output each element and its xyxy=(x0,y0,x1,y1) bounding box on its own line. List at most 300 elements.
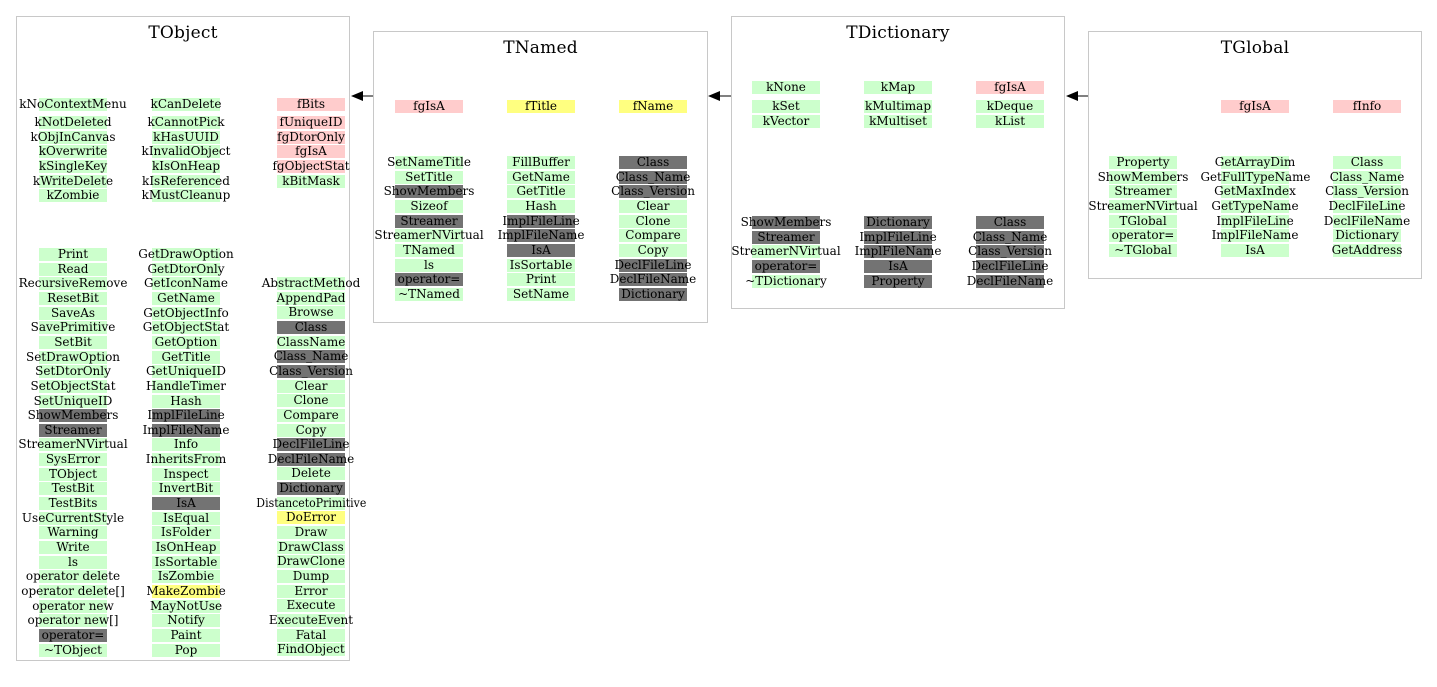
member-label: Property xyxy=(871,273,925,288)
member-label: kIsOnHeap xyxy=(151,158,221,173)
arrow-tdictionary-to-tnamed xyxy=(708,91,731,101)
member-label: MakeZombie xyxy=(146,583,226,598)
member-label: IsSortable xyxy=(154,554,218,569)
member-kbitmask xyxy=(277,175,345,188)
member-label: Class xyxy=(993,215,1027,229)
member-label: Print xyxy=(525,272,557,287)
member-label: fgIsA xyxy=(413,99,445,113)
member-label: ImplFileName xyxy=(854,244,942,259)
member-setname xyxy=(507,288,575,301)
member-fgisa xyxy=(395,100,463,113)
member-label: ~TGlobal xyxy=(1114,242,1172,257)
member-label: kIsReferenced xyxy=(142,173,230,188)
member-hash xyxy=(507,200,575,213)
member-label: Class_Name xyxy=(273,349,349,364)
member-label: GetFullTypeName xyxy=(1200,169,1310,184)
member-tnamed xyxy=(395,244,463,257)
member-class-name xyxy=(615,169,691,184)
member-label: SavePrimitive xyxy=(30,320,116,335)
member-showmembers xyxy=(740,215,832,229)
member-issortable xyxy=(152,556,220,569)
member-read xyxy=(39,263,107,276)
member-inheritsfrom xyxy=(145,452,227,467)
member-compare xyxy=(619,229,687,242)
member-label: kZombie xyxy=(46,188,100,203)
member-declfileline xyxy=(272,437,350,452)
member-invertbit xyxy=(152,482,220,495)
member-label: SetDtorOnly xyxy=(35,364,111,379)
member-implfilename xyxy=(1211,228,1299,243)
member-declfileline xyxy=(614,257,692,272)
member-draw xyxy=(277,526,345,539)
member-class-version xyxy=(968,244,1052,259)
member-iszombie xyxy=(152,570,220,583)
member-kcannotpick xyxy=(147,115,225,129)
member-label: Class xyxy=(1350,155,1384,169)
member-label: Hash xyxy=(170,393,202,408)
member-getarraydim xyxy=(1214,155,1296,169)
class-title: TObject xyxy=(148,23,218,43)
member-declfileline xyxy=(1328,198,1406,213)
member-info xyxy=(152,438,220,451)
member-label: operator new[] xyxy=(27,613,119,628)
member-label: Sizeof xyxy=(410,198,448,213)
member-clear xyxy=(619,200,687,213)
member-executeevent xyxy=(268,612,354,627)
member-label: SaveAs xyxy=(50,305,96,320)
member-property xyxy=(864,275,932,288)
member-label: Execute xyxy=(286,598,336,613)
member-label: operator= xyxy=(1111,228,1175,243)
member-label: Property xyxy=(1116,155,1170,169)
member-showmembers xyxy=(383,184,475,199)
member-label: GetObjectStat xyxy=(142,320,230,335)
member-delete xyxy=(277,467,345,480)
member-saveas xyxy=(39,307,107,320)
arrow-tnamed-to-tobject xyxy=(351,91,373,101)
member-fgisa xyxy=(1221,100,1289,113)
member-kisonheap xyxy=(152,160,220,173)
member-label: operator= xyxy=(754,258,818,273)
member-label: ExecuteEvent xyxy=(268,612,354,627)
member-declfileline xyxy=(971,258,1049,273)
member-label: kMap xyxy=(880,80,916,94)
member-label: Browse xyxy=(288,305,334,320)
member-label: FillBuffer xyxy=(512,155,570,169)
member-gettitle xyxy=(152,351,220,364)
member-label: kNoContextMenu xyxy=(19,97,127,111)
member-label: Class xyxy=(294,319,328,334)
member-label: DeclFileName xyxy=(609,272,697,287)
member-khasuuid xyxy=(152,131,220,144)
member-label: Streamer xyxy=(1114,184,1172,199)
member-label: Pop xyxy=(174,642,198,657)
member-kzombie xyxy=(39,189,107,202)
member-operator-delete xyxy=(21,583,125,598)
member-label: kNone xyxy=(766,80,806,94)
class-title: TDictionary xyxy=(846,23,950,43)
member-funiqueid xyxy=(277,116,345,129)
member-label: Class_Version xyxy=(611,184,695,199)
member-label: DeclFileLine xyxy=(971,258,1049,273)
member-label: fgObjectStat xyxy=(272,158,350,173)
member-appendpad xyxy=(277,292,345,305)
member-showmembers xyxy=(27,408,119,423)
member-label: IsA xyxy=(531,242,551,257)
member-abstractmethod xyxy=(261,276,361,290)
member-label: Clone xyxy=(293,393,329,408)
member-ls xyxy=(395,259,463,272)
member-label: Copy xyxy=(295,422,327,437)
member-copy xyxy=(619,244,687,257)
member-property xyxy=(1109,156,1177,169)
member-warning xyxy=(39,526,107,539)
member-kmultiset xyxy=(864,115,932,128)
member-dictionary xyxy=(277,482,345,495)
member-label: DeclFileName xyxy=(966,273,1054,288)
member-isa xyxy=(152,497,220,510)
member-recursiveremove xyxy=(18,276,128,291)
member-tglobal xyxy=(1109,244,1177,257)
member-label: Warning xyxy=(47,525,99,540)
member-label: Class_Name xyxy=(972,229,1048,244)
member-label: DrawClone xyxy=(277,554,345,569)
member-label: fgIsA xyxy=(295,144,327,159)
member-label: GetObjectInfo xyxy=(143,305,229,320)
member-label: GetDrawOption xyxy=(138,247,234,261)
member-dictionary xyxy=(619,288,687,301)
member-label: GetAddress xyxy=(1331,242,1403,257)
member-label: ShowMembers xyxy=(383,184,475,199)
member-operator-new xyxy=(32,598,114,613)
member-label: Clone xyxy=(635,213,671,228)
member-label: Write xyxy=(56,540,90,554)
member-label: fgDtorOnly xyxy=(277,129,345,144)
member-label: AppendPad xyxy=(276,290,346,305)
member-issortable xyxy=(507,259,575,272)
member-class xyxy=(619,156,687,169)
member-label: Streamer xyxy=(757,229,815,244)
member-label: IsA xyxy=(888,258,908,273)
member-label: Compare xyxy=(283,407,339,422)
member-label: GetOption xyxy=(154,334,218,349)
member-dump xyxy=(277,570,345,583)
member-implfileline xyxy=(147,408,225,423)
member-implfileline xyxy=(1216,213,1294,228)
member-ftitle xyxy=(507,100,575,113)
member-koverwrite xyxy=(39,145,107,158)
member-label: kMultiset xyxy=(869,113,927,128)
member-class-version xyxy=(1325,184,1409,199)
member-ls xyxy=(39,556,107,569)
member-kcandelete xyxy=(152,98,220,111)
member-kinvalidobject xyxy=(141,144,231,159)
member-label: GetDtorOnly xyxy=(147,261,225,276)
member-setdrawoption xyxy=(25,349,121,364)
member-label: IsZombie xyxy=(157,569,215,584)
class-title: TGlobal xyxy=(1220,38,1290,58)
member-tdictionary xyxy=(745,273,827,288)
member-label: IsA xyxy=(1245,242,1265,257)
member-label: MayNotUse xyxy=(149,598,223,613)
member-label: Info xyxy=(173,437,199,452)
member-sizeof xyxy=(395,200,463,213)
member-label: IsFolder xyxy=(160,525,212,540)
member-label: SetNameTitle xyxy=(387,155,471,169)
member-kset xyxy=(752,100,820,113)
member-kmustcleanup xyxy=(141,188,231,203)
member-label: kBitMask xyxy=(282,173,340,188)
member-label: IsSortable xyxy=(509,257,573,272)
member-gettypename xyxy=(1211,198,1299,213)
member-class-version xyxy=(611,184,695,199)
member-label: FindObject xyxy=(277,642,345,657)
member-label: ~TNamed xyxy=(398,286,460,301)
member-hash xyxy=(152,395,220,408)
member-streamernvirtual xyxy=(731,244,841,259)
member-usecurrentstyle xyxy=(21,510,125,525)
member-paint xyxy=(152,629,220,642)
member-label: fInfo xyxy=(1352,99,1382,113)
member-setnametitle xyxy=(387,155,471,169)
member-label: SetObjectStat xyxy=(30,378,116,393)
member-isa xyxy=(864,260,932,273)
member-label: GetName xyxy=(512,169,570,184)
member-label: kNotDeleted xyxy=(34,115,112,129)
member-label: Hash xyxy=(525,198,557,213)
member-klist xyxy=(976,115,1044,128)
member-label: DistancetoPrimitive xyxy=(256,495,367,510)
member-declfilename xyxy=(1323,213,1411,228)
member-label: SetUniqueID xyxy=(33,393,113,408)
member-label: Fatal xyxy=(295,627,327,642)
member-label: Print xyxy=(57,247,89,261)
member-label: fgIsA xyxy=(994,80,1026,94)
member-label: GetTypeName xyxy=(1211,198,1299,213)
member-handletimer xyxy=(145,378,227,393)
member-label: ResetBit xyxy=(47,290,99,305)
class-box-tobject xyxy=(16,16,367,661)
member-kobjincanvas xyxy=(30,129,116,144)
member-label: GetArrayDim xyxy=(1214,155,1296,169)
member-operator-delete xyxy=(25,569,121,584)
member-label: Dictionary xyxy=(1335,228,1399,243)
member-label: Clear xyxy=(636,198,670,213)
member-label: operator new xyxy=(32,598,114,613)
member-label: DrawClass xyxy=(278,539,344,554)
member-streamernvirtual xyxy=(1088,198,1198,213)
member-label: AbstractMethod xyxy=(261,276,361,290)
member-label: Inspect xyxy=(163,466,209,481)
member-label: ~TDictionary xyxy=(745,273,827,288)
member-tobject xyxy=(39,468,107,481)
member-label: Error xyxy=(294,583,328,598)
member-label: ShowMembers xyxy=(740,215,832,229)
member-getname xyxy=(507,171,575,184)
member-kvector xyxy=(752,115,820,128)
member-declfilename xyxy=(609,272,697,287)
member-tobject xyxy=(39,644,107,657)
member-distancetoprimitive xyxy=(256,495,367,510)
member-streamer xyxy=(752,231,820,244)
member-label: DeclFileLine xyxy=(614,257,692,272)
member-label: StreamerNVirtual xyxy=(374,228,484,243)
member-label: Class_Version xyxy=(269,363,353,378)
member-finfo xyxy=(1333,100,1401,113)
member-label: GetName xyxy=(157,290,215,305)
member-execute xyxy=(277,599,345,612)
member-operator xyxy=(1109,229,1177,242)
member-class xyxy=(1333,156,1401,169)
member-getname xyxy=(152,292,220,305)
member-settitle xyxy=(395,171,463,184)
member-print xyxy=(39,248,107,261)
member-label: TestBits xyxy=(48,496,98,511)
member-label: Class_Version xyxy=(968,244,1052,259)
member-label: Streamer xyxy=(400,213,458,228)
member-label: ImplFileName xyxy=(497,228,585,243)
member-fbits xyxy=(277,98,345,111)
member-isonheap xyxy=(152,541,220,554)
member-implfilename xyxy=(142,422,230,437)
member-label: operator delete[] xyxy=(21,583,125,598)
member-getoption xyxy=(152,336,220,349)
member-label: fTitle xyxy=(524,99,558,113)
member-label: Draw xyxy=(294,525,328,540)
member-getdrawoption xyxy=(138,247,234,261)
member-class-name xyxy=(1329,169,1405,184)
member-label: fgIsA xyxy=(1239,99,1271,113)
member-kmultimap xyxy=(864,100,932,113)
arrow-tglobal-to-tdictionary xyxy=(1066,91,1088,101)
member-label: InvertBit xyxy=(158,481,214,496)
member-label: kMultimap xyxy=(865,99,931,113)
member-label: Dictionary xyxy=(866,215,930,229)
member-findobject xyxy=(277,643,345,656)
member-getdtoronly xyxy=(147,261,225,276)
member-clone xyxy=(619,215,687,228)
member-operator-new xyxy=(27,613,119,628)
member-dictionary xyxy=(1333,229,1401,242)
member-label: SetDrawOption xyxy=(25,349,121,364)
member-label: kCanDelete xyxy=(150,97,222,111)
member-operator xyxy=(752,260,820,273)
member-label: ImplFileLine xyxy=(859,229,937,244)
member-label: SetName xyxy=(512,286,570,301)
member-fgisa xyxy=(976,81,1044,94)
member-label: IsEqual xyxy=(162,510,210,525)
member-drawclass xyxy=(277,541,345,554)
member-clear xyxy=(277,380,345,393)
member-notify xyxy=(152,614,220,627)
member-class-name xyxy=(273,349,349,364)
member-declfilename xyxy=(267,451,355,466)
member-dictionary xyxy=(864,216,932,229)
member-inspect xyxy=(152,468,220,481)
member-getuniqueid xyxy=(145,364,227,379)
member-label: SetTitle xyxy=(405,169,453,184)
member-compare xyxy=(277,409,345,422)
member-label: operator= xyxy=(397,272,461,287)
member-kisreferenced xyxy=(142,173,230,188)
member-label: Dictionary xyxy=(621,286,685,301)
member-streamer xyxy=(39,424,107,437)
member-getobjectinfo xyxy=(143,305,229,320)
member-getfulltypename xyxy=(1200,169,1310,184)
member-label: TObject xyxy=(49,466,97,481)
member-label: Class_Name xyxy=(615,169,691,184)
member-label: DoError xyxy=(285,510,337,525)
member-implfilename xyxy=(854,244,942,259)
member-getobjectstat xyxy=(142,320,230,335)
member-label: RecursiveRemove xyxy=(18,276,128,291)
member-label: Dump xyxy=(292,569,330,583)
member-label: kInvalidObject xyxy=(141,144,231,159)
member-label: ShowMembers xyxy=(1097,169,1189,184)
member-kmap xyxy=(864,81,932,94)
member-label: kVector xyxy=(762,113,810,128)
member-knone xyxy=(752,81,820,94)
member-kwritedelete xyxy=(32,173,114,188)
member-classname xyxy=(277,336,345,349)
member-streamer xyxy=(395,215,463,228)
member-label: fUniqueID xyxy=(279,115,343,129)
member-copy xyxy=(277,424,345,437)
member-label: GetTitle xyxy=(161,349,211,364)
member-label: ImplFileName xyxy=(142,422,230,437)
member-operator xyxy=(395,273,463,286)
member-testbit xyxy=(39,482,107,495)
member-label: IsA xyxy=(176,496,196,511)
member-testbits xyxy=(39,497,107,510)
member-label: ImplFileLine xyxy=(502,213,580,228)
member-print xyxy=(507,273,575,286)
member-label: InheritsFrom xyxy=(145,452,227,467)
member-label: ImplFileLine xyxy=(147,408,225,423)
member-label: kSingleKey xyxy=(38,158,108,173)
member-label: TNamed xyxy=(403,242,455,257)
member-label: fBits xyxy=(296,97,326,111)
member-kdeque xyxy=(976,100,1044,113)
member-isa xyxy=(507,244,575,257)
member-knocontextmenu xyxy=(19,97,127,111)
member-saveprimitive xyxy=(30,320,116,335)
member-fatal xyxy=(277,629,345,642)
member-label: Dictionary xyxy=(279,481,343,496)
member-label: kDeque xyxy=(986,99,1034,113)
member-label: Clear xyxy=(294,378,328,393)
member-label: TGlobal xyxy=(1119,213,1167,228)
class-box-tdictionary xyxy=(731,16,1065,309)
member-getaddress xyxy=(1333,244,1401,257)
member-implfilename xyxy=(497,228,585,243)
member-label: GetIconName xyxy=(143,276,229,291)
member-isequal xyxy=(152,512,220,525)
member-knotdeleted xyxy=(34,115,112,129)
member-label: kCannotPick xyxy=(147,115,225,129)
member-label: fName xyxy=(632,99,674,113)
member-fname xyxy=(619,100,687,113)
member-maynotuse xyxy=(149,598,223,613)
class-title: TNamed xyxy=(503,38,578,58)
member-label: kSet xyxy=(772,99,800,113)
member-label: ls xyxy=(424,257,434,272)
member-label: kHasUUID xyxy=(153,129,219,144)
member-fgobjectstat xyxy=(272,158,350,173)
member-isfolder xyxy=(152,526,220,539)
member-label: DeclFileName xyxy=(1323,213,1411,228)
member-label: StreamerNVirtual xyxy=(731,244,841,259)
